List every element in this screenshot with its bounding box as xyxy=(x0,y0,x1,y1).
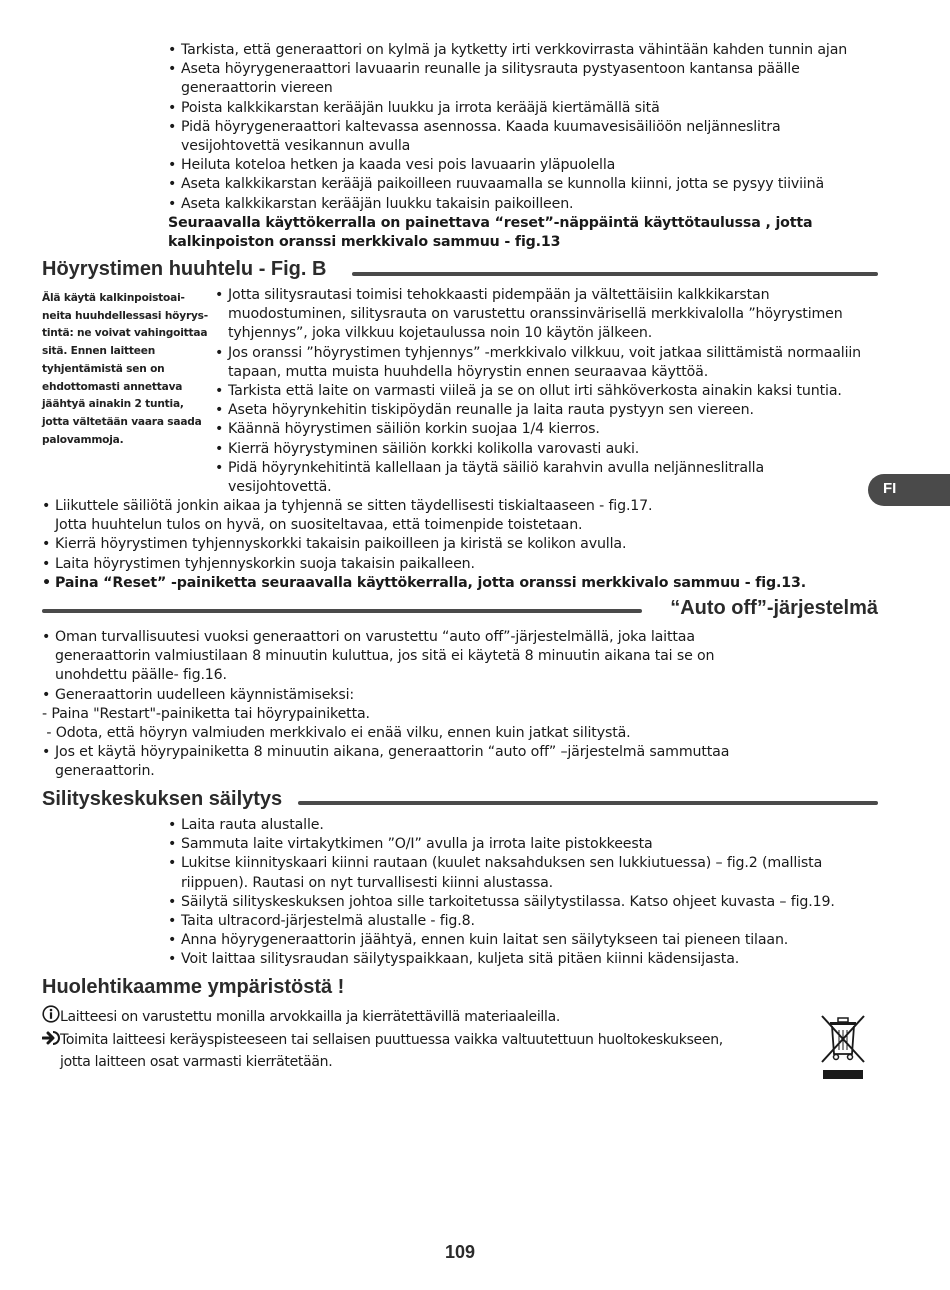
list-item: • Säilytä silityskeskuksen johtoa sille tarkoitetussa säilytystilassa. Katso ohjeet kuvasta – fig.19. xyxy=(168,893,838,912)
rinse-final-steps xyxy=(42,497,862,593)
environment-text: jotta laitteen osat varmasti kierrätetään. xyxy=(60,1054,333,1070)
heading-rule xyxy=(42,609,642,613)
list-item: • Lukitse kiinnityskaari kiinni rautaan (kuulet naksahduksen sen lukkiutuessa) – fig.2 (mallista riippuen). Rautasi on nyt turvallisesti kiinni alustassa. xyxy=(168,854,838,892)
reset-note: Seuraavalla käyttökerralla on painettava “reset”-näppäintä käyttötaulussa , jotta kalkinpoiston oranssi merkkivalo sammuu - fig.13 xyxy=(168,214,813,251)
list-item: • Jotta silitysrautasi toimisi tehokkaasti pidempään ja vältettäisiin kalkkikarstan muodostuminen, silitysrauta on varustettu oranssinvärisellä merkkivalolla ”höyrystimen tyhjennys”, joka vilkkuu kojetaulussa noin 10 käytön jälkeen. xyxy=(215,286,870,344)
environment-line xyxy=(42,1005,560,1030)
crossed-bin-icon xyxy=(818,1012,870,1082)
list-item: • Kierrä höyrystimen tyhjennyskorkki takaisin paikoilleen ja kiristä se kolikon avulla. xyxy=(42,535,862,554)
storage-list xyxy=(168,816,838,970)
list-item: • Laita höyrystimen tyhjennyskorkin suoja takaisin paikalleen. xyxy=(42,555,862,574)
descaling-list xyxy=(168,41,868,252)
list-item: • Laita rauta alustalle. xyxy=(168,816,838,835)
list-item: • Tarkista että laite on varmasti viileä ja se on ollut irti sähköverkosta ainakin kaksi tuntia. xyxy=(215,382,870,401)
auto-off-list xyxy=(42,628,762,782)
list-item: • Heiluta koteloa hetken ja kaada vesi pois lavuaarin yläpuolella xyxy=(168,156,868,175)
list-step: - Odota, että höyryn valmiuden merkkivalo ei enää vilku, ennen kuin jatkat silitystä. xyxy=(42,725,631,742)
arrow-right-icon xyxy=(42,1030,60,1053)
list-item: • Aseta höyrynkehitin tiskipöydän reunalle ja laita rauta pystyyn sen viereen. xyxy=(215,401,870,420)
list-item: • Anna höyrygeneraattorin jäähtyä, ennen kuin laitat sen säilytykseen tai pieneen tilaan. xyxy=(168,931,838,950)
list-item: • Sammuta laite virtakytkimen ”O/I” avulla ja irrota laite pistokkeesta xyxy=(168,835,838,854)
rinse-list xyxy=(215,286,870,497)
page-number: 109 xyxy=(444,1242,476,1262)
list-step: - Paina "Restart"-painiketta tai höyrypainiketta. xyxy=(42,705,370,722)
environment-heading: Huolehtikaamme ympäristöstä ! xyxy=(42,976,345,998)
environment-text: Toimita laitteesi keräyspisteeseen tai sellaisen puuttuessa vaikka valtuutettuun huoltokeskukseen, xyxy=(60,1032,723,1048)
list-item: • Liikuttele säiliötä jonkin aikaa ja tyhjennä se sitten täydellisesti tiskialtaaseen - fig.17. xyxy=(42,497,862,516)
list-item: • Tarkista, että generaattori on kylmä ja kytketty irti verkkovirrasta vähintään kahden tunnin ajan xyxy=(168,41,868,60)
list-item-note: Jotta huuhtelun tulos on hyvä, on suositeltavaa, että toimenpide toistetaan. xyxy=(55,517,583,534)
auto-off-heading: “Auto off”-järjestelmä xyxy=(670,597,878,619)
heading-rule xyxy=(298,801,878,805)
storage-heading: Silityskeskuksen säilytys xyxy=(42,788,283,810)
side-warning-note: Älä käytä kalkinpoistoai-neita huuhdellessasi höyrys-tintä: ne voivat vahingoittaa sitä. Ennen laitteen tyhjentämistä sen on ehdottomasti annettava jäähtyä ainakin 2 tuntia, jotta vältetään vaara saada palovammoja. xyxy=(42,292,208,446)
info-icon xyxy=(42,1005,60,1030)
environment-text: Laitteesi on varustettu monilla arvokkailla ja kierrätettävillä materiaaleilla. xyxy=(60,1009,561,1025)
list-item: • Voit laittaa silitysraudan säilytyspaikkaan, kuljeta sitä pitäen kiinni kädensijasta. xyxy=(168,950,838,969)
language-tab: FI xyxy=(868,474,950,506)
list-item: • Käännä höyrystimen säiliön korkin suojaa 1/4 kierros. xyxy=(215,420,870,439)
list-item: • Pidä höyrygeneraattori kaltevassa asennossa. Kaada kuumavesisäiliöön neljänneslitra vesijohtovettä vesikannun avulla xyxy=(168,118,868,156)
list-item: • Aseta höyrygeneraattori lavuaarin reunalle ja silitysrauta pystyasentoon kantansa päälle generaattorin viereen xyxy=(168,60,868,98)
list-item: • Paina “Reset” -painiketta seuraavalla käyttökerralla, jotta oranssi merkkivalo sammuu - fig.13. xyxy=(42,574,862,593)
heading-rule xyxy=(352,272,878,276)
rinse-heading: Höyrystimen huuhtelu - Fig. B xyxy=(42,258,327,280)
list-item: • Jos et käytä höyrypainiketta 8 minuutin aikana, generaattorin “auto off” –järjestelmä sammuttaa generaattorin. xyxy=(42,743,762,781)
list-item: • Pidä höyrynkehitintä kallellaan ja täytä säiliö karahvin avulla neljänneslitralla vesijohtovettä. xyxy=(215,459,870,497)
list-item: • Jos oranssi ”höyrystimen tyhjennys” -merkkivalo vilkkuu, voit jatkaa silittämistä normaaliin tapaan, mutta muista huuhdella höyrystin ennen seuraavaa käyttöä. xyxy=(215,344,870,382)
environment-line xyxy=(42,1029,723,1053)
list-item: • Kierrä höyrystyminen säiliön korkki kolikolla varovasti auki. xyxy=(215,440,870,459)
list-item: • Poista kalkkikarstan kerääjän luukku ja irrota kerääjä kiertämällä sitä xyxy=(168,99,868,118)
list-item: • Generaattorin uudelleen käynnistämiseksi: xyxy=(42,686,762,705)
list-item: • Oman turvallisuutesi vuoksi generaattori on varustettu “auto off”-järjestelmällä, joka laittaa generaattorin valmiustilaan 8 minuutin kuluttua, jos sitä ei käytetä 8 minuutin aikana tai se on unohdettu päälle- fig.16. xyxy=(42,628,762,686)
list-item: • Taita ultracord-järjestelmä alustalle - fig.8. xyxy=(168,912,838,931)
list-item: • Aseta kalkkikarstan kerääjä paikoilleen ruuvaamalla se kunnolla kiinni, jotta se pysyy tiiviinä xyxy=(168,175,868,194)
list-item: • Aseta kalkkikarstan kerääjän luukku takaisin paikoilleen. xyxy=(168,195,868,214)
